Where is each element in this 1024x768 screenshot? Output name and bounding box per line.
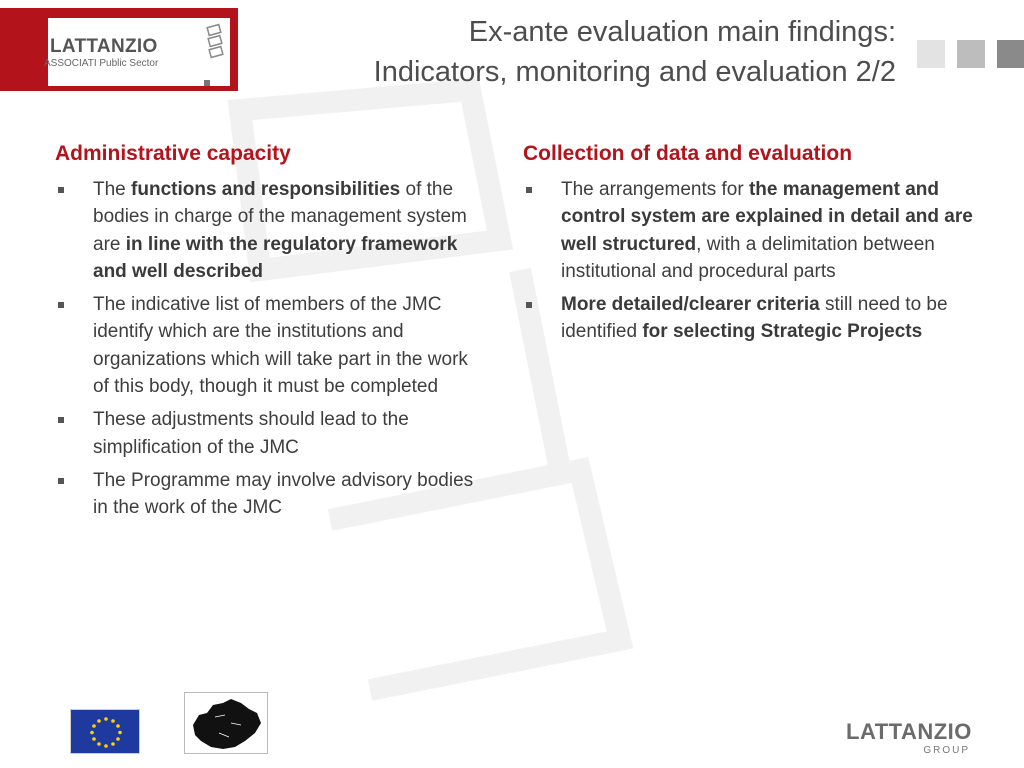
title-line-1: Ex-ante evaluation main findings: [468, 16, 896, 48]
text: of the bodies in charge of the management system are [93, 179, 467, 255]
right-column [523, 141, 973, 352]
text: still need to be identified [561, 294, 948, 343]
bullet-item [523, 176, 973, 285]
deco-square-dark [997, 40, 1024, 68]
deco-square-mid [957, 40, 985, 68]
bold-text: functions and responsibilities [131, 179, 401, 200]
bold-text: More detailed/clearer criteria [561, 294, 820, 316]
eu-flag-icon [70, 709, 140, 754]
footer-brand [846, 720, 970, 756]
text: The arrangements for [561, 179, 749, 200]
logo-mark-icon [205, 22, 225, 62]
bullet-item [55, 176, 480, 285]
logo-dot-icon [204, 80, 210, 86]
bullet-item [55, 467, 480, 522]
page-title [374, 12, 896, 92]
left-column [55, 141, 480, 528]
square-bullet-icon [58, 478, 64, 484]
square-bullet-icon [526, 187, 532, 193]
region-map-icon [184, 692, 268, 754]
logo-subtitle: ASSOCIATI Public Sector [44, 58, 159, 69]
left-bullet-list [55, 176, 480, 522]
bullet-item [523, 291, 973, 346]
text: These adjustments should lead to the simplification of the JMC [93, 409, 409, 458]
bold-text: for selecting Strategic Projects [642, 321, 923, 343]
bullet-item [55, 406, 480, 461]
right-bullet-list [523, 176, 973, 346]
brand-subtitle: GROUP [923, 745, 970, 756]
deco-square-light [917, 40, 945, 68]
square-bullet-icon [526, 302, 532, 308]
title-line-2: Indicators, monitoring and evaluation 2/2 [373, 56, 896, 88]
square-bullet-icon [58, 302, 64, 308]
left-heading: Administrative capacity [55, 142, 291, 165]
logo-name: LATTANZIO [50, 36, 158, 57]
bullet-item [55, 291, 480, 400]
text: The [93, 179, 132, 200]
square-bullet-icon [58, 187, 64, 193]
bold-text: in line with the regulatory framework and well described [93, 233, 458, 282]
text: The Programme may involve advisory bodies in the work of the JMC [93, 469, 474, 519]
bold-text: the management and control system are explained in detail and are well structured [561, 179, 973, 255]
brand-name: LATTANZIO [846, 719, 972, 744]
text: , with a delimitation between institutional and procedural parts [561, 233, 935, 282]
square-bullet-icon [58, 417, 64, 423]
company-logo [0, 8, 238, 91]
right-heading: Collection of data and evaluation [523, 142, 853, 165]
text: The indicative list of members of the JMC identify which are the institutions and organizations which will take part in the work of this body, though it must be completed [93, 294, 468, 398]
